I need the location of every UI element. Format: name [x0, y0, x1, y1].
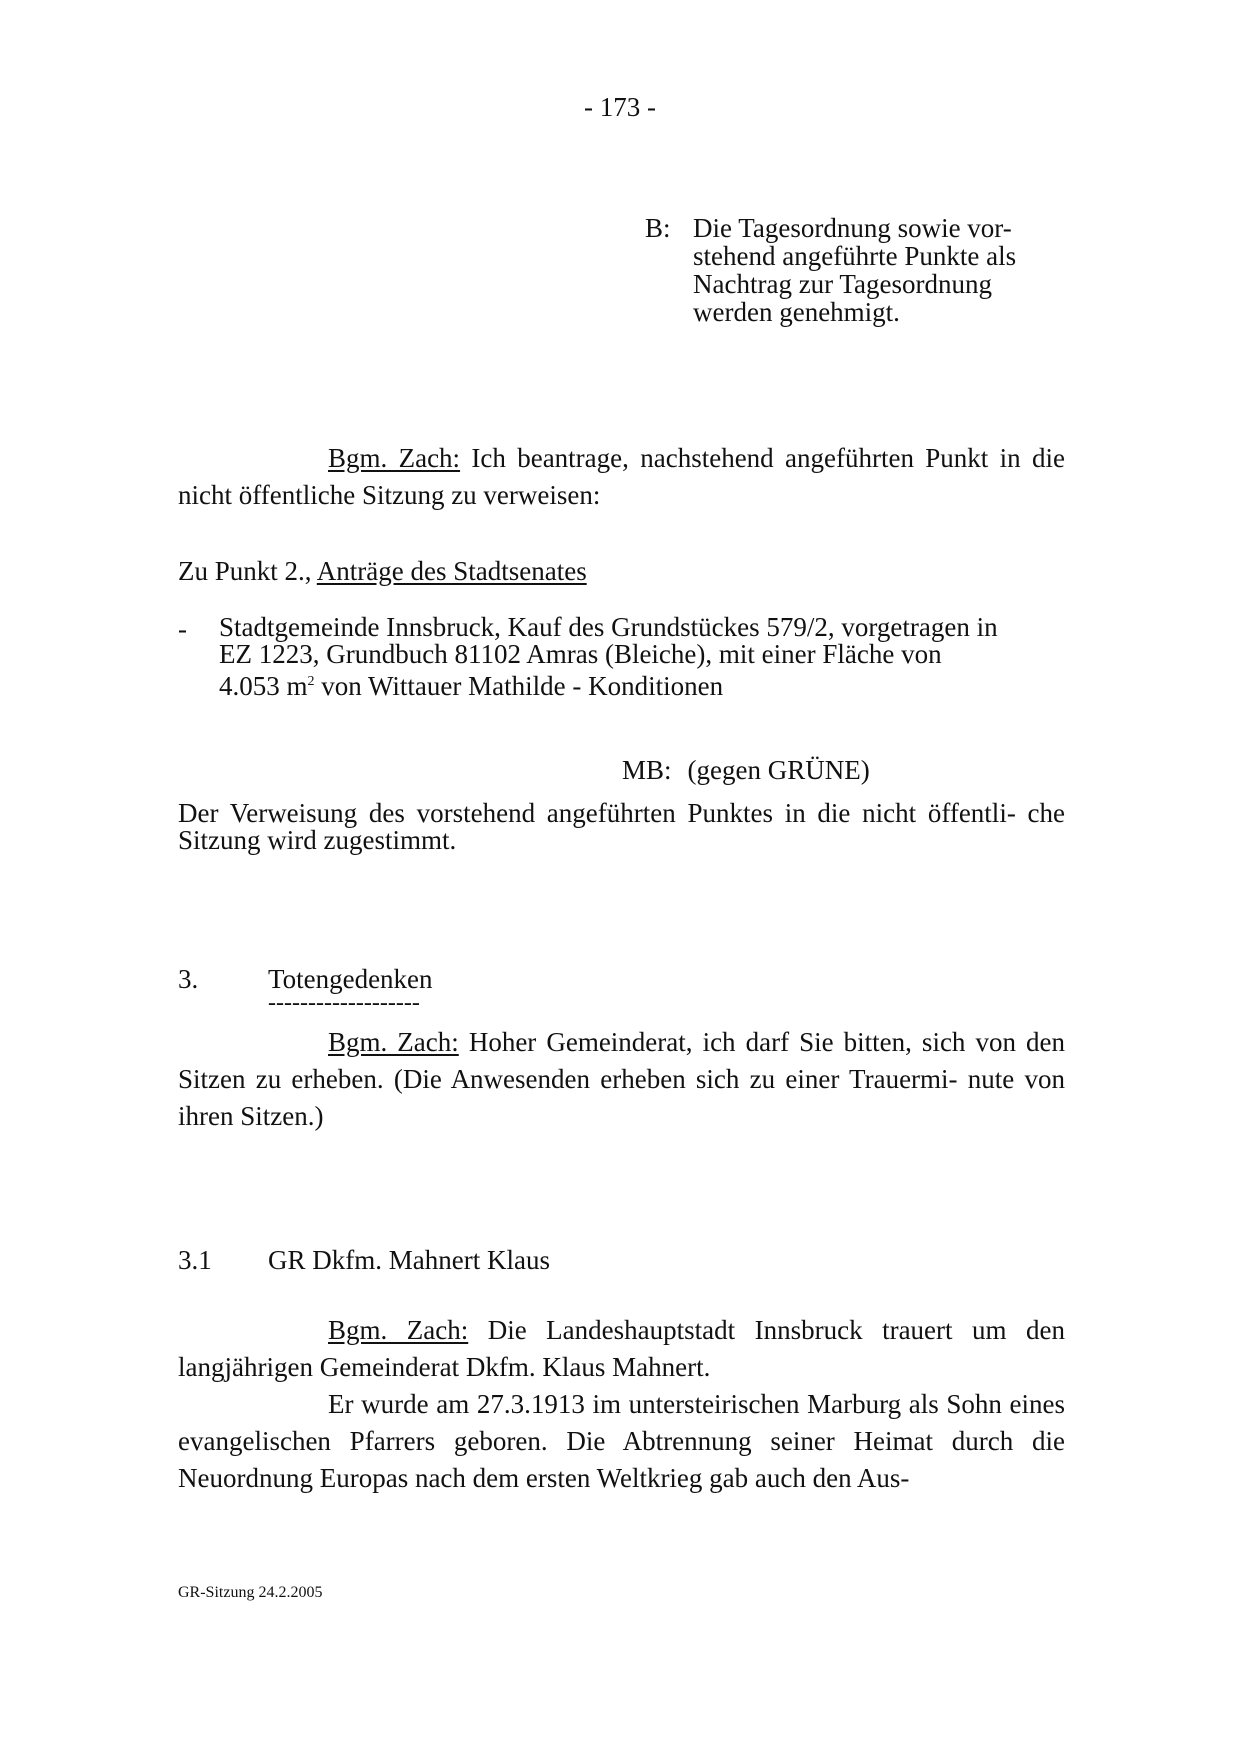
- list-item-line: Stadtgemeinde Innsbruck, Kauf des Grundstückes 579/2, vorgetragen in: [219, 612, 998, 642]
- biography-paragraph: Er wurde am 27.3.1913 im untersteirischen Marburg als Sohn eines evangelischen Pfarrers geboren. Die Abtrennung seiner Heimat durch die Neuordnung Europas nach dem ersten Weltkrieg gab auch den Aus-: [178, 1389, 1065, 1493]
- speech-text: Hoher Gemeinderat, ich darf Sie bitten, sich von den Sitzen zu erheben. (Die Anwesenden erheben sich zu einer Trauermi- nute von ihren Sitzen.): [178, 1027, 1065, 1131]
- section-number: 3.1: [178, 1245, 212, 1275]
- resolution-label: B:: [645, 213, 671, 243]
- speech-paragraph: [178, 440, 1065, 514]
- list-dash: -: [178, 614, 187, 644]
- verweisung-paragraph: Der Verweisung des vorstehend angeführten Punktes in die nicht öffentli- che Sitzung wird zugestimmt.: [178, 798, 1065, 855]
- resolution-line: stehend angeführte Punkte als: [693, 241, 1017, 271]
- resolution-line: Nachtrag zur Tagesordnung: [693, 269, 993, 299]
- speech-text: Ich beantrage, nachstehend angeführten Punkt in die nicht öffentliche Sitzung zu verweisen:: [178, 443, 1065, 510]
- section-rule: -------------------: [268, 990, 420, 1016]
- area-value: 4.053 m: [219, 671, 308, 701]
- section-title: GR Dkfm. Mahnert Klaus: [268, 1245, 550, 1275]
- section-number: 3.: [178, 964, 199, 994]
- area-exponent: 2: [307, 674, 315, 689]
- speaker-label: Bgm. Zach:: [328, 443, 461, 473]
- agenda-prefix: Zu Punkt 2.,: [178, 556, 317, 586]
- vote-text: (gegen GRÜNE): [687, 755, 870, 785]
- agenda-item-heading: [178, 556, 587, 586]
- page-number: - 173 -: [584, 92, 656, 122]
- list-item-line: [219, 668, 998, 700]
- speech-paragraph: [178, 1312, 1065, 1386]
- speech-text: Die Landeshauptstadt Innsbruck trauert um den langjährigen Gemeinderat Dkfm. Klaus Mahnert.: [178, 1315, 1065, 1382]
- agenda-title: Anträge des Stadtsenates: [316, 556, 587, 586]
- resolution-line: werden genehmigt.: [693, 297, 900, 327]
- speech-paragraph: [178, 1024, 1065, 1135]
- list-item: [219, 614, 998, 700]
- speaker-label: Bgm. Zach:: [328, 1027, 459, 1057]
- resolution-line: Die Tagesordnung sowie vor-: [693, 213, 1012, 243]
- section-title: Totengedenken: [268, 964, 433, 994]
- resolution-text: [693, 214, 1073, 326]
- vote-label: MB:: [622, 755, 672, 785]
- list-item-line: EZ 1223, Grundbuch 81102 Amras (Bleiche), mit einer Fläche von: [219, 639, 942, 669]
- area-owner: von Wittauer Mathilde - Konditionen: [314, 671, 724, 701]
- speaker-label: Bgm. Zach:: [328, 1315, 469, 1345]
- footer: GR-Sitzung 24.2.2005: [178, 1584, 323, 1601]
- vote-result: [622, 755, 870, 785]
